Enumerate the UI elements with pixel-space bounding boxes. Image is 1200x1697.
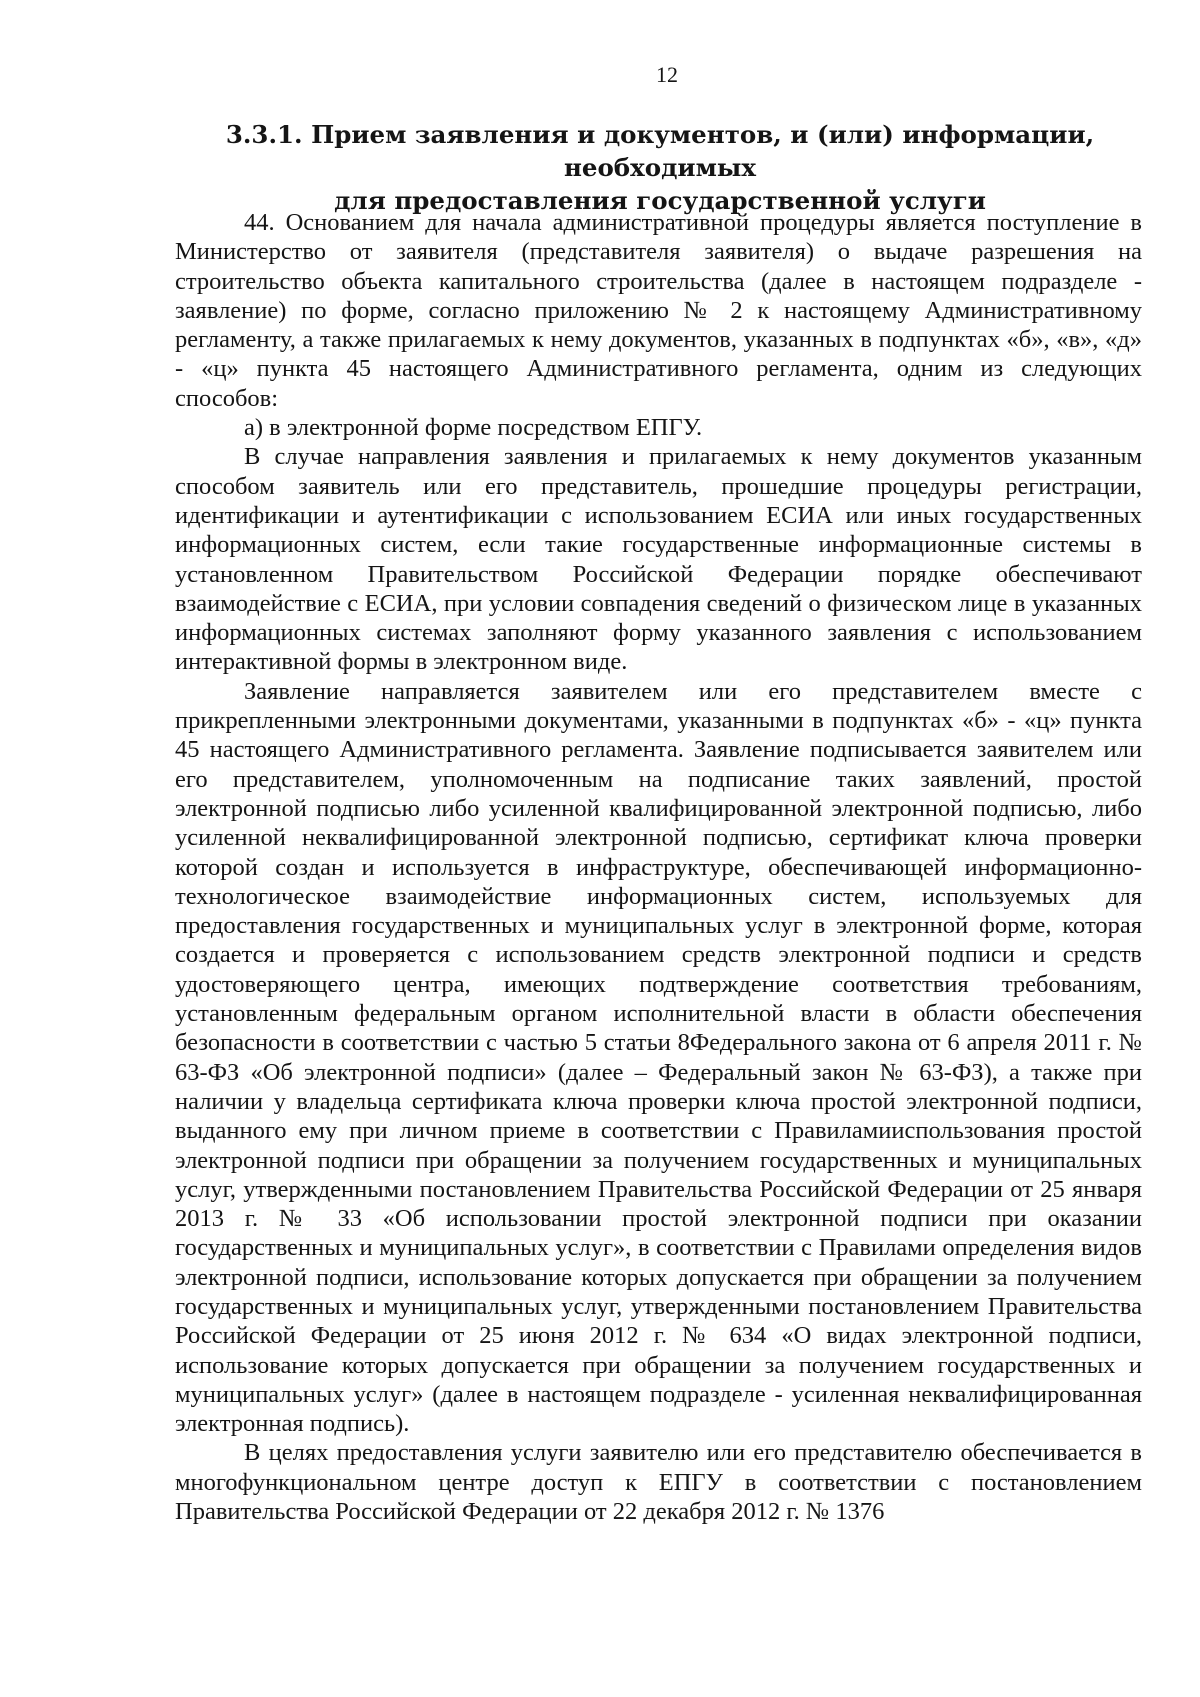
page-number: 12 [656, 62, 678, 87]
paragraph-mfc-access: В целях предоставления услуги заявителю или его представителю обеспечивается в многофункциональном центре доступ к ЕПГУ в соответствии с постановлением Правительства Российской Федерации от 22 декабря 2012 г. № 1376 [175, 1439, 1142, 1526]
paragraph-item-a: а) в электронной форме посредством ЕПГУ. [244, 414, 703, 442]
document-body [175, 208, 1142, 1526]
paragraph-44: 44. Основанием для начала административной процедуры является поступление в Министерство от заявителя (представителя заявителя) о выдаче разрешения на строительство объекта капитального строительства (далее в настоящем подразделе - заявление) по форме, согласно приложению № 2 к настоящему Административному регламенту, а также прилагаемых к нему документов, указанных в подпунктах «б», «в», «д» - «ц» пункта 45 настоящего Административного регламента, одним из следующих способов: [175, 209, 1142, 412]
section-heading [180, 118, 1140, 217]
paragraph-esia-submission: В случае направления заявления и прилагаемых к нему документов указанным способом заявитель или его представитель, прошедшие процедуры регистрации, идентификации и аутентификации с использованием ЕСИА или иных государственных информационных систем, если такие государственные информационные системы в установленном Правительством Российской Федерации порядке обеспечивают взаимодействие с ЕСИА, при условии совпадения сведений о физическом лице в указанных информационных системах заполняют форму указанного заявления с использованием интерактивной формы в электронном виде. [175, 443, 1142, 676]
section-heading-line-2: для предоставления государственной услуги [334, 186, 986, 215]
section-heading-line-1: 3.3.1. Прием заявления и документов, и (или) информации, необходимых [225, 120, 1095, 182]
paragraph-electronic-signature: Заявление направляется заявителем или его представителем вместе с прикрепленными электронными документами, указанными в подпунктах «б» - «ц» пункта 45 настоящего Административного регламента. Заявление подписывается заявителем или его представителем, уполномоченным на подписание таких заявлений, простой электронной подписью либо усиленной квалифицированной электронной подписью, либо усиленной неквалифицированной электронной подписью, сертификат ключа проверки которой создан и используется в инфраструктуре, обеспечивающей информационно-технологическое взаимодействие информационных систем, используемых для предоставления государственных и муниципальных услуг в электронной форме, которая создается и проверяется с использованием средств электронной подписи и средств удостоверяющего центра, имеющих подтверждение соответствия требованиям, установленным федеральным органом исполнительной власти в области обеспечения безопасности в соответствии с частью 5 статьи 8Федерального закона от 6 апреля 2011 г. № 63-ФЗ «Об электронной подписи» (далее – Федеральный закон № 63-ФЗ), а также при наличии у владельца сертификата ключа проверки ключа простой электронной подписи, выданного ему при личном приеме в соответствии с Правиламииспользования простой электронной подписи при обращении за получением государственных и муниципальных услуг, утвержденными постановлением Правительства Российской Федерации от 25 января 2013 г. № 33 «Об использовании простой электронной подписи при оказании государственных и муниципальных услуг», в соответствии с Правилами определения видов электронной подписи, использование которых допускается при обращении за получением государственных и муниципальных услуг, утвержденными постановлением Правительства Российской Федерации от 25 июня 2012 г. № 634 «О видах электронной подписи, использование которых допускается при обращении за получением государственных и муниципальных услуг» (далее в настоящем подразделе - усиленная неквалифицированная электронная подпись). [175, 677, 1142, 1438]
